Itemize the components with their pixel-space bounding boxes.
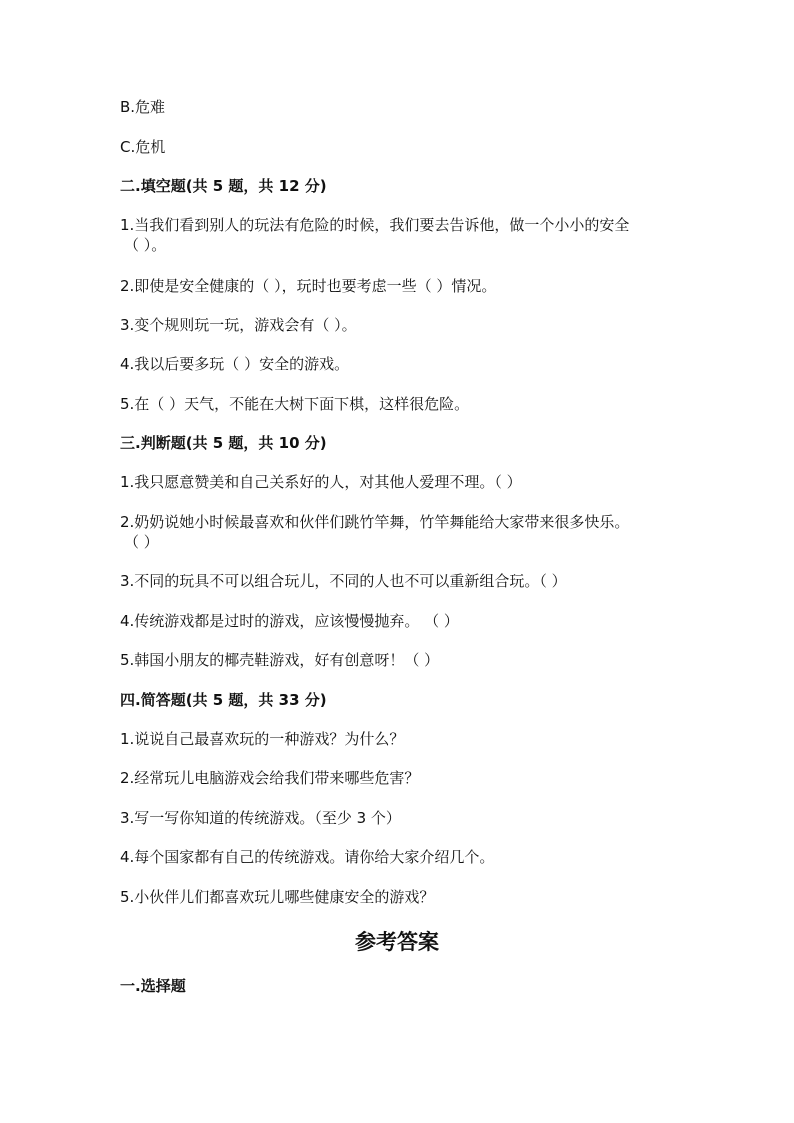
judge-question-2-blank: （ ）: [124, 533, 159, 551]
fill-question-1: 1.当我们看到别人的玩法有危险的时候，我们要去告诉他，做一个小小的安全: [120, 216, 630, 234]
section-2-heading: 二.填空题(共 5 题，共 12 分): [120, 177, 327, 195]
option-c: C.危机: [120, 138, 166, 156]
short-question-3: 3.写一写你知道的传统游戏。（至少 3 个）: [120, 809, 401, 827]
judge-question-1: 1.我只愿意赞美和自己关系好的人，对其他人爱理不理。（ ）: [120, 473, 522, 491]
judge-question-5: 5.韩国小朋友的椰壳鞋游戏，好有创意呀！（ ）: [120, 651, 440, 669]
short-question-2: 2.经常玩儿电脑游戏会给我们带来哪些危害？: [120, 769, 420, 787]
judge-question-3: 3.不同的玩具不可以组合玩儿，不同的人也不可以重新组合玩。（ ）: [120, 572, 567, 590]
short-question-5: 5.小伙伴儿们都喜欢玩儿哪些健康安全的游戏？: [120, 888, 435, 906]
answer-section-1-heading: 一.选择题: [120, 977, 186, 995]
answer-key-title: 参考答案: [355, 929, 439, 954]
judge-question-4: 4.传统游戏都是过时的游戏，应该慢慢抛弃。 （ ）: [120, 612, 459, 630]
short-question-4: 4.每个国家都有自己的传统游戏。请你给大家介绍几个。: [120, 848, 495, 866]
section-3-heading: 三.判断题(共 5 题，共 10 分): [120, 434, 327, 452]
judge-question-2: 2.奶奶说她小时候最喜欢和伙伴们跳竹竿舞，竹竿舞能给大家带来很多快乐。: [120, 513, 630, 531]
fill-question-5: 5.在（ ）天气，不能在大树下面下棋，这样很危险。: [120, 395, 470, 413]
option-b: B.危难: [120, 98, 166, 116]
fill-question-3: 3.变个规则玩一玩，游戏会有（ ）。: [120, 316, 357, 334]
fill-question-1-blank: （ ）。: [124, 236, 167, 254]
fill-question-2: 2.即使是安全健康的（ ），玩时也要考虑一些（ ）情况。: [120, 277, 497, 295]
fill-question-4: 4.我以后要多玩（ ）安全的游戏。: [120, 355, 350, 373]
section-4-heading: 四.简答题(共 5 题，共 33 分): [120, 691, 327, 709]
short-question-1: 1.说说自己最喜欢玩的一种游戏？为什么？: [120, 730, 405, 748]
